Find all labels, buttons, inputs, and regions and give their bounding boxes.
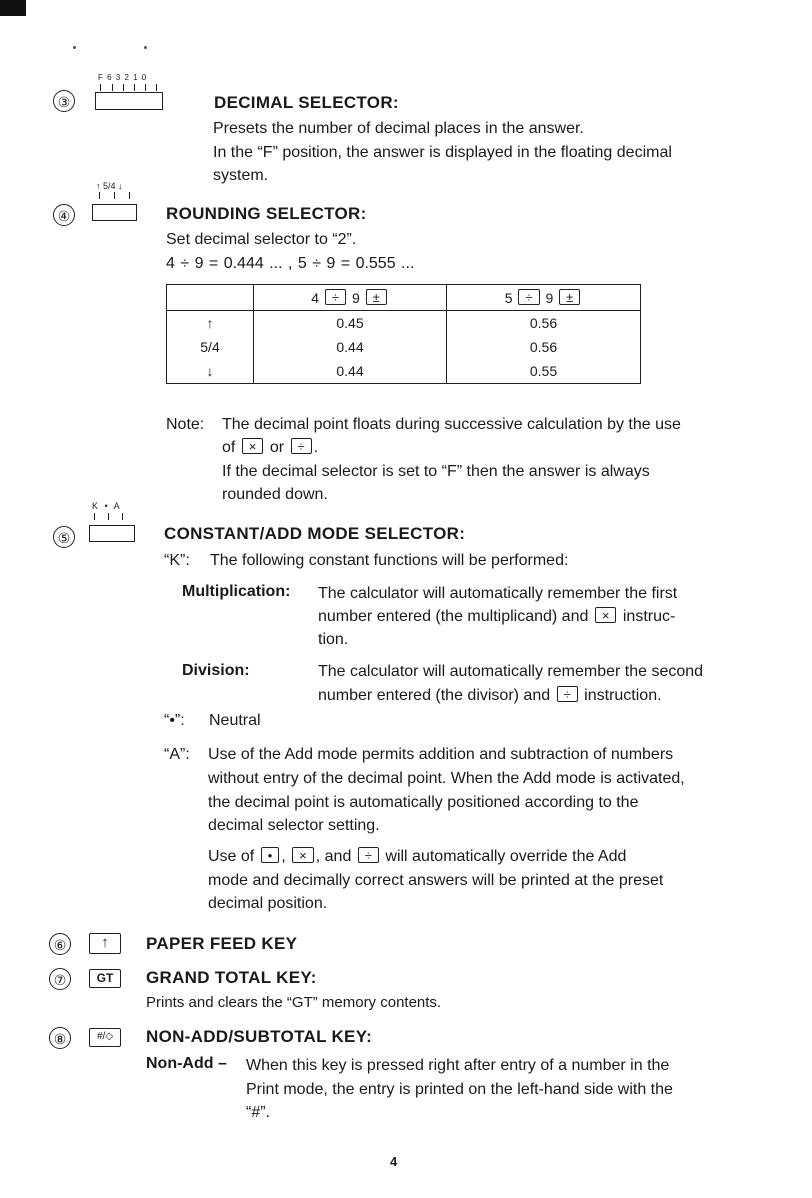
- note-line-2: of × or ÷ .: [222, 439, 319, 456]
- scan-corner-mark: [0, 0, 26, 16]
- rounding-selector-heading: ROUNDING SELECTOR:: [166, 204, 367, 223]
- division-line-1: The calculator will automatically remember the second: [318, 663, 704, 680]
- constant-switch-labels: K • A: [92, 501, 122, 511]
- use-line-2: mode and decimally correct answers will be printed at the preset: [208, 872, 664, 889]
- header-operand: 9: [545, 290, 554, 306]
- row-value: 0.55: [447, 359, 641, 384]
- divide-key-icon: ÷: [557, 686, 578, 702]
- rounding-switch-labels: ↑ 5/4 ↓: [96, 181, 123, 191]
- division-label: Division:: [182, 662, 250, 679]
- use-of-line: Use of • , × , and ÷ will automatically override the Add: [208, 848, 627, 865]
- row-label: 5/4: [200, 339, 220, 355]
- divide-key-icon: ÷: [358, 847, 379, 863]
- multiply-key-icon: ×: [595, 607, 617, 623]
- rounding-intro: Set decimal selector to “2”.: [166, 231, 357, 248]
- multiplication-label: Multiplication:: [182, 583, 291, 600]
- item-number-3: ③: [53, 90, 75, 112]
- multiplication-line-3: tion.: [318, 631, 349, 648]
- non-add-label: Non-Add –: [146, 1055, 227, 1072]
- plus-minus-key-icon: ±: [366, 289, 387, 305]
- decimal-line-2: In the “F” position, the answer is displayed in the floating decimal: [213, 144, 672, 161]
- decimal-point-key-icon: •: [261, 847, 280, 863]
- non-add-line-1: When this key is pressed right after entry of a number in the: [246, 1057, 670, 1074]
- neutral-text: Neutral: [209, 712, 261, 729]
- a-line-2: without entry of the decimal point. When the Add mode is activated,: [208, 770, 685, 787]
- item-number-6: ⑥: [49, 933, 71, 955]
- note-or: or: [269, 439, 285, 456]
- mult-text: number entered (the multiplicand) and: [318, 608, 589, 625]
- table-header-cell: [254, 285, 447, 311]
- table-row: [167, 335, 641, 359]
- grand-total-heading: GRAND TOTAL KEY:: [146, 968, 317, 987]
- scan-dot: [144, 46, 147, 49]
- row-label: ↑: [206, 315, 214, 331]
- item-number-7: ⑦: [49, 968, 71, 990]
- a-line-3: the decimal point is automatically positioned according to the: [208, 794, 639, 811]
- rounding-table: [166, 284, 641, 384]
- k-label: “K”:: [164, 552, 190, 569]
- plus-minus-key-icon: ±: [559, 289, 580, 305]
- paper-feed-key-icon: ↑: [89, 933, 121, 954]
- a-line-4: decimal selector setting.: [208, 817, 380, 834]
- row-label: ↓: [206, 363, 214, 379]
- paper-feed-heading: PAPER FEED KEY: [146, 934, 298, 953]
- decimal-selector-switch-icon: [95, 92, 163, 110]
- note-line-4: rounded down.: [222, 486, 328, 503]
- constant-switch-ticks: [92, 513, 132, 520]
- decimal-switch-labels: F 6 3 2 1 0: [98, 73, 148, 82]
- page-number: 4: [390, 1154, 398, 1169]
- table-header-blank: [167, 285, 254, 311]
- header-operand: 4: [311, 290, 320, 306]
- divide-key-icon: ÷: [325, 289, 346, 305]
- item-number-4: ④: [53, 204, 75, 226]
- table-header-row: [167, 285, 641, 311]
- use-text: will automatically override the Add: [385, 848, 627, 865]
- use-line-3: decimal position.: [208, 895, 328, 912]
- use-text: Use of: [208, 848, 255, 865]
- grand-total-text: Prints and clears the “GT” memory contents.: [146, 994, 442, 1011]
- row-value: 0.44: [254, 335, 447, 359]
- a-line-1: Use of the Add mode permits addition and subtraction of numbers: [208, 746, 674, 763]
- constant-selector-heading: CONSTANT/ADD MODE SELECTOR:: [164, 524, 466, 543]
- table-row: [167, 359, 641, 384]
- decimal-selector-heading: DECIMAL SELECTOR:: [214, 93, 399, 112]
- multiply-key-icon: ×: [242, 438, 264, 454]
- header-operand: 5: [504, 290, 513, 306]
- div-text: instruction.: [584, 687, 662, 704]
- division-line-2: [318, 684, 662, 708]
- note-label: Note:: [166, 416, 205, 433]
- non-add-line-2: Print mode, the entry is printed on the left-hand side with the: [246, 1081, 673, 1098]
- header-operand: 9: [351, 290, 360, 306]
- multiplication-line-2: [318, 605, 675, 629]
- a-label: “A”:: [164, 746, 190, 763]
- neutral-label: “•”:: [164, 712, 185, 729]
- row-value: 0.45: [254, 311, 447, 336]
- non-add-heading: NON-ADD/SUBTOTAL KEY:: [146, 1027, 373, 1046]
- rounding-example: 4 ÷ 9 = 0.444 ... , 5 ÷ 9 = 0.555 ...: [166, 255, 415, 272]
- row-value: 0.56: [447, 335, 641, 359]
- divide-key-icon: ÷: [518, 289, 539, 305]
- note-line-1: The decimal point floats during successive calculation by the use: [222, 416, 681, 433]
- note-line-3: If the decimal selector is set to “F” then the answer is always: [222, 463, 650, 480]
- divide-key-icon: ÷: [291, 438, 312, 454]
- use-text: , and: [315, 848, 352, 865]
- div-text: number entered (the divisor) and: [318, 687, 551, 704]
- table-header-cell: [447, 285, 641, 311]
- non-add-line-3: “#”.: [246, 1104, 270, 1121]
- constant-selector-switch-icon: [89, 525, 135, 542]
- table-row: [167, 311, 641, 336]
- k-text: The following constant functions will be performed:: [210, 552, 569, 569]
- multiplication-line-1: The calculator will automatically remember the first: [318, 585, 678, 602]
- row-value: 0.56: [447, 311, 641, 336]
- scan-dot: [73, 46, 76, 49]
- non-add-key-icon: #/◇: [89, 1028, 121, 1047]
- multiply-key-icon: ×: [292, 847, 314, 863]
- decimal-line-3: system.: [213, 167, 269, 184]
- decimal-switch-ticks: [98, 84, 162, 91]
- decimal-line-1: Presets the number of decimal places in the answer.: [213, 120, 584, 137]
- rounding-selector-switch-icon: [92, 204, 137, 221]
- item-number-8: ⑧: [49, 1027, 71, 1049]
- note-of: of: [222, 439, 236, 456]
- mult-text: instruc-: [622, 608, 676, 625]
- item-number-5: ⑤: [53, 526, 75, 548]
- row-value: 0.44: [254, 359, 447, 384]
- rounding-switch-ticks: [96, 192, 136, 199]
- grand-total-key-icon: GT: [89, 969, 121, 988]
